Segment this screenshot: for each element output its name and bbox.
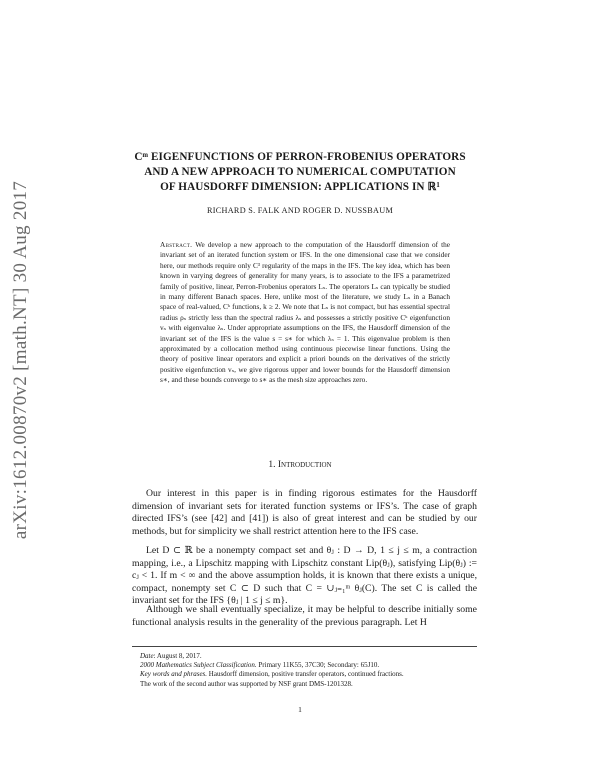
paragraph-1: Our interest in this paper is in finding rigorous estimates for the Hausdorff dimension of invariant sets for iterated function systems or IFS’s. The case of graph directed IFS’s (see [42] and [41]) is also of great interest and can be studied by our methods, but for simplicity we shall restrict attention here to the IFS case. bbox=[132, 488, 477, 537]
footnote-funding: The work of the second author was supported by NSF grant DMS-1201328. bbox=[140, 679, 353, 688]
abstract-label: Abstract. bbox=[160, 240, 193, 249]
title-line-3: OF HAUSDORFF DIMENSION: APPLICATIONS IN ℝ¹ bbox=[160, 181, 440, 193]
page-number: 1 bbox=[298, 705, 302, 714]
footnote-date: Date: August 8, 2017. bbox=[140, 652, 202, 660]
title-line-1: Cᵐ EIGENFUNCTIONS OF PERRON-FROBENIUS OPERATORS bbox=[134, 151, 466, 163]
section-title: Introduction bbox=[277, 460, 332, 470]
paragraph-2: Let D ⊂ ℝ be a nonempty compact set and θⱼ : D → D, 1 ≤ j ≤ m, a contraction mapping, i.e., a Lipschitz mapping with Lipschitz constant Lip(θⱼ), satisfying Lip(θⱼ) := cⱼ < 1. If m < ∞ and the above assumption holds, it is known that there exists a unique, compact, nonempty set C ⊂ D such that C = ∪ⱼ₌₁ᵐ θⱼ(C). The set C is called the invariant set for the IFS {θⱼ | 1 ≤ j ≤ m}. bbox=[132, 545, 477, 607]
paragraph-3: Although we shall eventually specialize, it may be helpful to describe initially some functional analysis results in the generality of the previous paragraph. Let H bbox=[132, 604, 477, 628]
footnote-keywords: Key words and phrases. Hausdorff dimension, positive transfer operators, continued fractions. bbox=[140, 670, 404, 679]
abstract bbox=[160, 240, 450, 386]
author-list: RICHARD S. FALK AND ROGER D. NUSSBAUM bbox=[206, 206, 394, 215]
footnotes bbox=[132, 646, 477, 689]
arxiv-identifier-text: arXiv:1612.00870v2 [math.NT] 30 Aug 2017 bbox=[10, 180, 31, 540]
abstract-text: We develop a new approach to the computation of the Hausdorff dimension of the invariant set of an iterated function system or IFS. In the one dimensional case that we consider here, our methods require only C³ regularity of the maps in the IFS. The key idea, which has been known in varying degrees of generality for many years, is to associate to the IFS a parametrized family of positive, linear, Perron-Frobenius operators Lₛ. The operators Lₛ can typically be studied in many different Banach spaces. Here, unlike most of the literature, we study Lₛ in a Banach space of real-valued, Cᵏ functions, k ≥ 2. We note that Lₛ is not compact, but has essential spectral radius ρₛ strictly less than the spectral radius λₛ and possesses a strictly positive Cᵏ eigenfunction vₛ with eigenvalue λₛ. Under appropriate assumptions on the IFS, the Hausdorff dimension of the invariant set of the IFS is the value s = s∗ for which λₛ = 1. This eigenvalue problem is then approximated by a collocation method using continuous piecewise linear functions. Using the theory of positive linear operators and explicit a priori bounds on the derivatives of the strictly positive eigenfunction vₛ, we give rigorous upper and lower bounds for the Hausdorff dimension s∗, and these bounds converge to s∗ as the mesh size approaches zero. bbox=[160, 240, 450, 385]
paper-title bbox=[120, 150, 480, 195]
section-number: 1. bbox=[268, 460, 276, 470]
title-line-2: AND A NEW APPROACH TO NUMERICAL COMPUTATION bbox=[144, 166, 456, 178]
arxiv-identifier bbox=[8, 150, 34, 570]
footnote-msc: 2000 Mathematics Subject Classification. Primary 11K55, 37C30; Secondary: 65J10. bbox=[140, 661, 380, 670]
section-heading bbox=[120, 460, 480, 470]
